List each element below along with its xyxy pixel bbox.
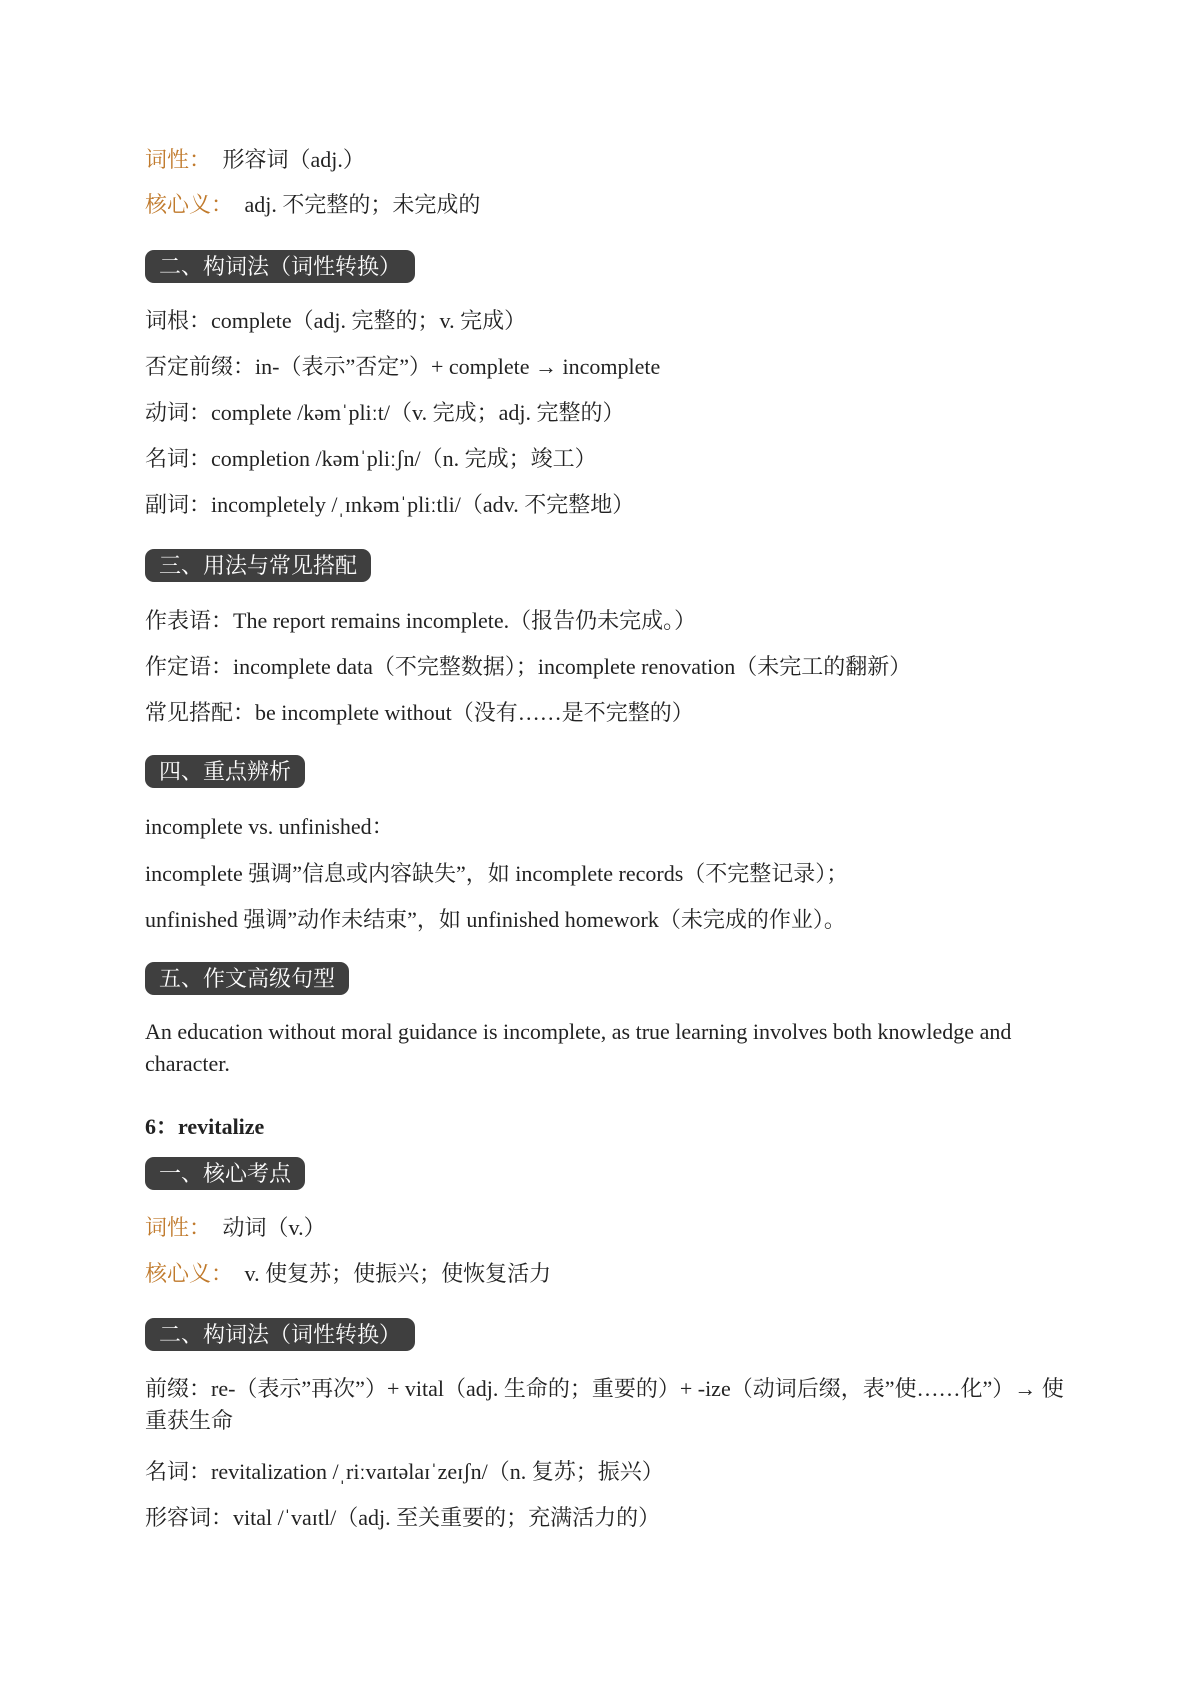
- core-meaning-row: [145, 190, 1065, 220]
- negative-prefix-line: 否定前缀：in-（表示”否定”）+ complete → incomplete: [145, 354, 661, 379]
- adjective-form-line: 形容词：vital /ˈvaɪtl/（adj. 至关重要的；充满活力的）: [145, 1505, 661, 1530]
- pos-value: 形容词（adj.）: [222, 147, 365, 172]
- section-heading-essay-pattern: 五、作文高级句型: [145, 962, 349, 995]
- usage-predicative-line: 作表语：The report remains incomplete.（报告仍未完成。）: [145, 608, 697, 633]
- usage-collocation-line: 常见搭配：be incomplete without（没有……是不完整的）: [145, 700, 694, 725]
- pos-row: [145, 145, 1065, 175]
- word-root-line: 词根：complete（adj. 完整的；v. 完成）: [145, 308, 527, 333]
- pos-label: 词性：: [145, 147, 212, 172]
- usage-attributive-line: 作定语：incomplete data（不完整数据）；incomplete renovation（未完工的翻新）: [145, 654, 912, 679]
- core-meaning-value-2: v. 使复苏；使振兴；使恢复活力: [244, 1261, 552, 1286]
- section-heading-usage: 三、用法与常见搭配: [145, 549, 371, 582]
- prefix-formation-line: 前缀：re-（表示”再次”）+ vital（adj. 生命的；重要的）+ -ize（动词后缀，表”使……化”）→ 使重获生命: [145, 1376, 1064, 1433]
- word-heading: 6：revitalize: [145, 1114, 265, 1139]
- distinction-title: incomplete vs. unfinished：: [145, 814, 394, 839]
- noun-form-line-2: 名词：revitalization /ˌriːvaɪtəlaɪˈzeɪʃn/（n. 复苏；振兴）: [145, 1459, 664, 1484]
- verb-form-line: 动词：complete /kəmˈpliːt/（v. 完成；adj. 完整的）: [145, 400, 625, 425]
- adverb-form-line: 副词：incompletely /ˌɪnkəmˈpliːtli/（adv. 不完整地）: [145, 492, 635, 517]
- distinction-line-1: incomplete 强调”信息或内容缺失”，如 incomplete records（不完整记录）；: [145, 861, 849, 886]
- core-meaning-row-2: [145, 1259, 1065, 1289]
- core-meaning-label-2: 核心义：: [145, 1261, 234, 1286]
- section-heading-distinction: 四、重点辨析: [145, 755, 305, 788]
- essay-sentence: An education without moral guidance is incomplete, as true learning involves both knowledge and character.: [145, 1019, 1012, 1076]
- pos-value-2: 动词（v.）: [222, 1215, 326, 1240]
- pos-row-2: [145, 1213, 1065, 1243]
- section-heading-core-points: 一、核心考点: [145, 1157, 305, 1190]
- distinction-line-2: unfinished 强调”动作未结束”，如 unfinished homework（未完成的作业）。: [145, 907, 846, 932]
- section-heading-word-formation: 二、构词法（词性转换）: [145, 250, 415, 283]
- noun-form-line: 名词：completion /kəmˈpliːʃn/（n. 完成；竣工）: [145, 446, 597, 471]
- core-meaning-label: 核心义：: [145, 192, 234, 217]
- core-meaning-value: adj. 不完整的；未完成的: [244, 192, 481, 217]
- section-heading-word-formation-2: 二、构词法（词性转换）: [145, 1318, 415, 1351]
- pos-label-2: 词性：: [145, 1215, 212, 1240]
